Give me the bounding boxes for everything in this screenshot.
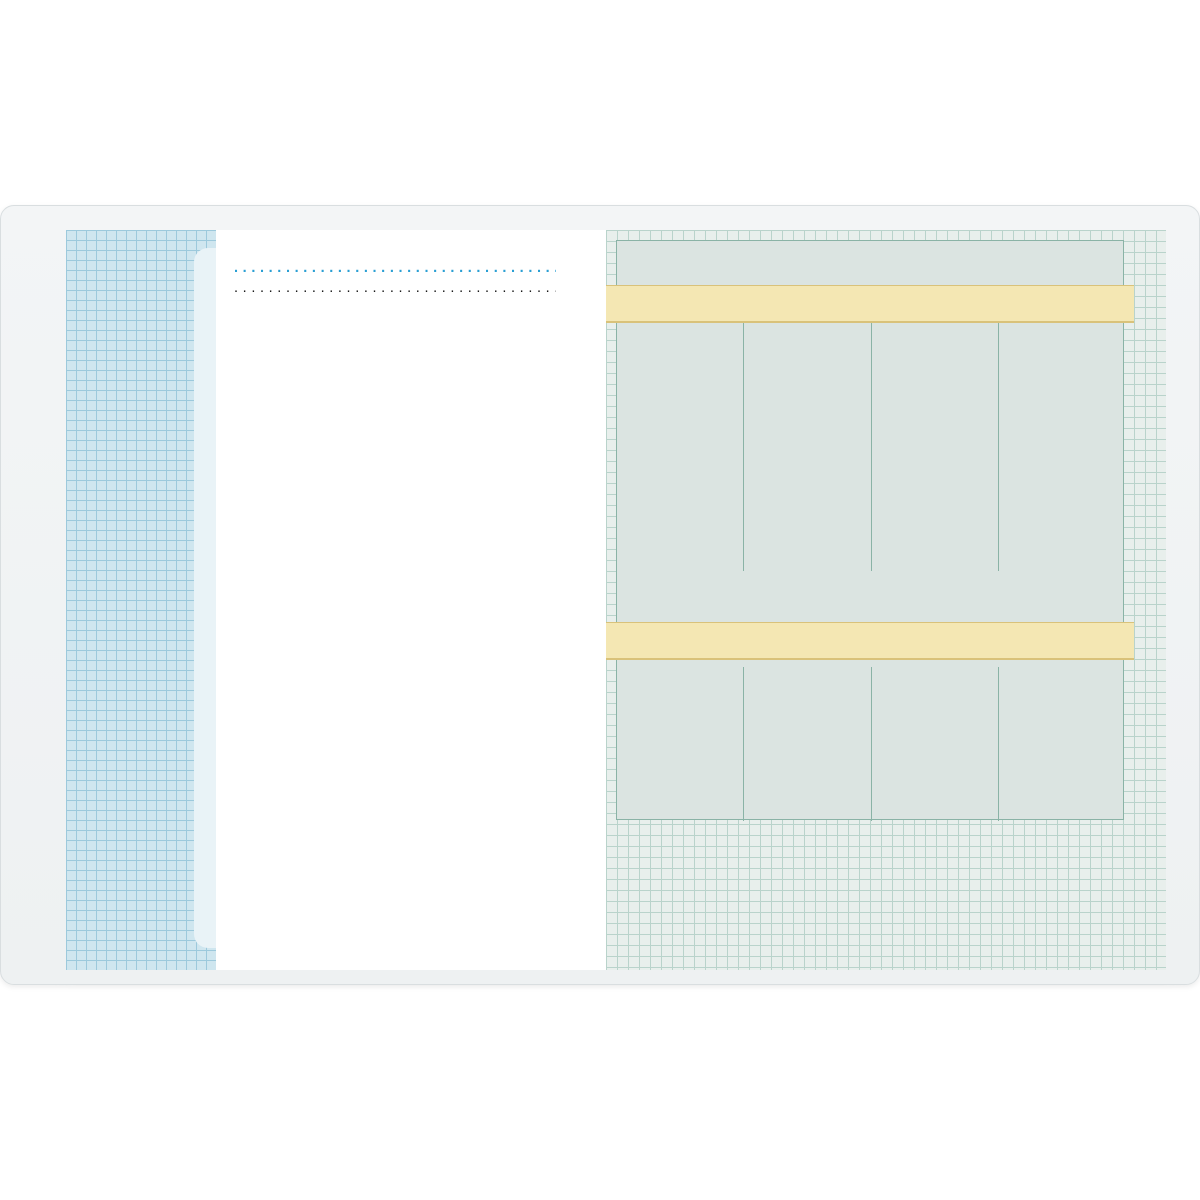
column-dividers-top bbox=[617, 321, 1125, 571]
left-page bbox=[66, 230, 606, 970]
toc-area bbox=[216, 230, 606, 970]
header-row-top bbox=[606, 285, 1134, 323]
addition-table-panel bbox=[616, 240, 1124, 820]
right-page bbox=[606, 230, 1166, 970]
grid-strip bbox=[66, 230, 216, 970]
section-title-line-2 bbox=[230, 260, 586, 278]
final-line-2 bbox=[230, 280, 586, 298]
column-dividers-bottom bbox=[617, 667, 1125, 821]
header-row-bottom bbox=[606, 622, 1134, 660]
section-title bbox=[230, 260, 586, 278]
